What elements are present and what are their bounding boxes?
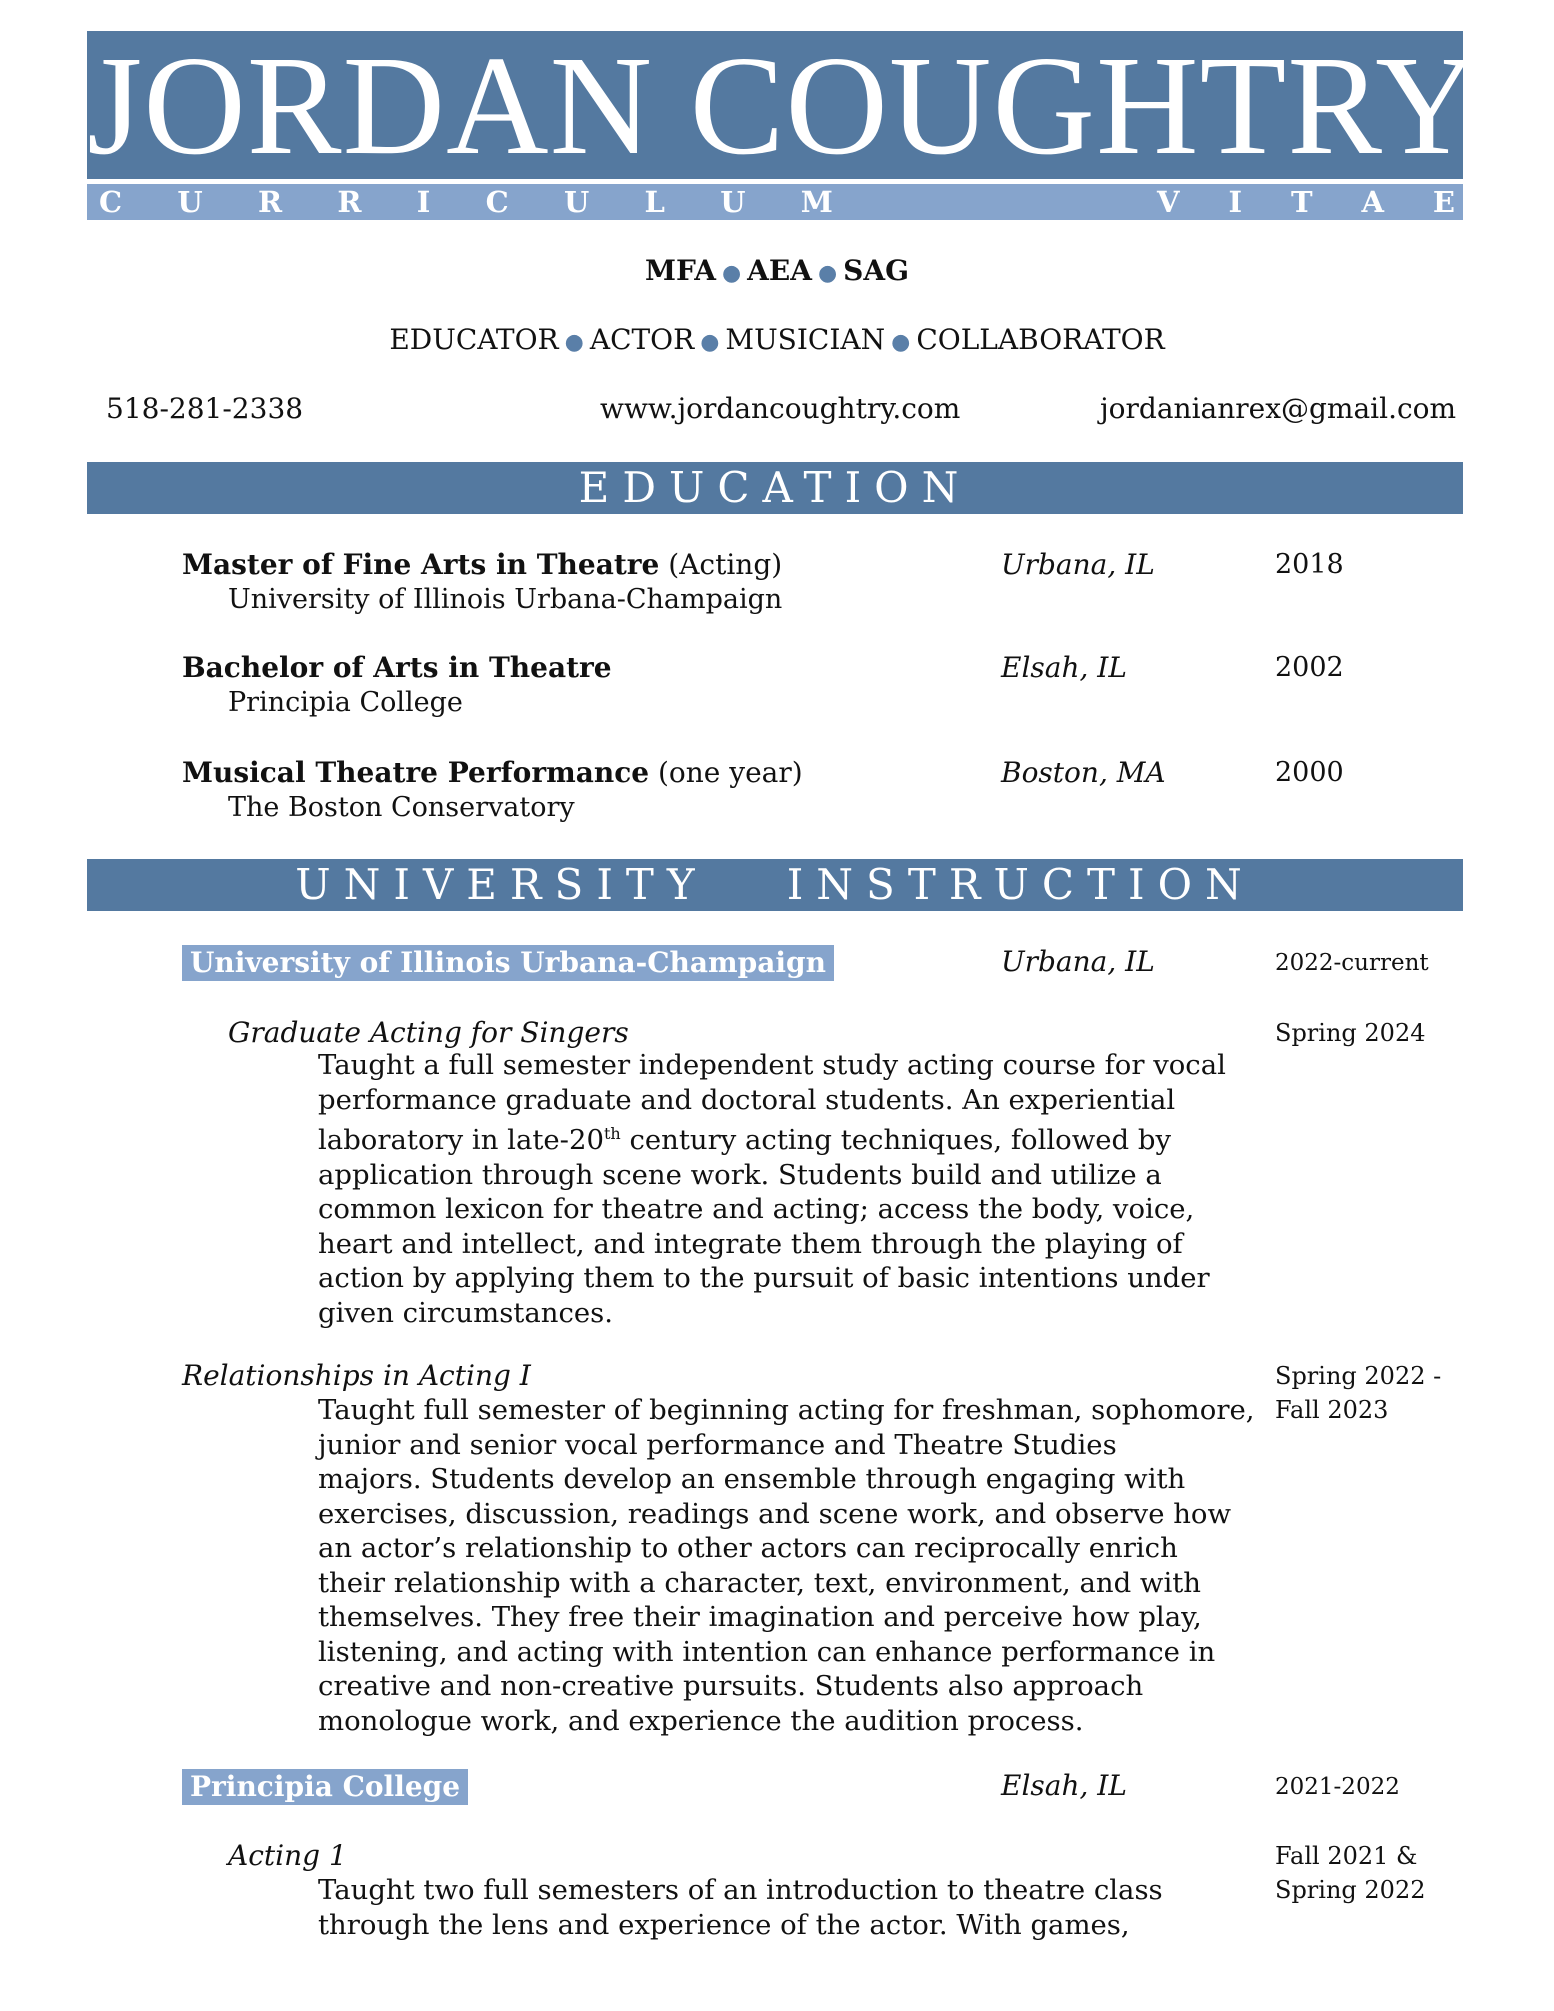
course-term: Spring 2024 xyxy=(1275,1019,1426,1047)
cv-letter: I xyxy=(416,185,431,219)
credential: SAG xyxy=(843,254,910,287)
cv-letter: L xyxy=(644,185,665,219)
degree-title: Musical Theatre Performance (one year) xyxy=(182,756,803,789)
institution-name: Principia College xyxy=(182,1769,468,1805)
roles-line xyxy=(0,323,1554,356)
candidate-name: JORDAN COUGHTRY xyxy=(87,26,1479,184)
degree-title: Bachelor of Arts in Theatre xyxy=(182,651,612,684)
bullet-dot-icon: ● xyxy=(891,330,911,355)
cv-letter: C xyxy=(485,185,509,219)
course-term: Fall 2021 & Spring 2022 xyxy=(1275,1842,1426,1904)
education-location: Elsah, IL xyxy=(1001,651,1127,684)
course-description: Taught full semester of beginning acting for freshman, sophomore, junior and senior vocal performance and Theatre Studies majors. Students develop an ensemble through engaging with exercises, discussion, readings and scene work, and observe how an actor’s relationship to other actors can reciprocally enrich their relationship with a character, text, environment, and with themselves. They free their imagination and perceive how play, listening, and acting with intention can enhance performance in creative and non-creative pursuits. Students also approach monologue work, and experience the audition process. xyxy=(318,1394,1255,1737)
course-description: Taught two full semesters of an introduction to theatre class through the lens and experience of the actor. With games, xyxy=(318,1874,1163,1941)
institution-location: Elsah, IL xyxy=(1001,1769,1127,1802)
institution-location: Urbana, IL xyxy=(1001,945,1155,978)
cv-letter: R xyxy=(257,185,283,219)
course-title: Acting 1 xyxy=(228,1839,347,1872)
education-heading: EDUCATION xyxy=(87,462,1463,514)
name-banner xyxy=(87,26,1479,184)
education-year: 2000 xyxy=(1275,757,1344,788)
education-location: Urbana, IL xyxy=(1001,548,1155,581)
vitae-letters xyxy=(1157,184,1455,220)
instruction-heading: UNIVERSITY INSTRUCTION xyxy=(87,859,1463,911)
education-year: 2018 xyxy=(1275,549,1344,580)
role: EDUCATOR xyxy=(389,323,559,356)
cv-letter: U xyxy=(177,185,203,219)
course-title: Graduate Acting for Singers xyxy=(228,1016,629,1049)
cv-letter: U xyxy=(720,185,746,219)
credential: MFA xyxy=(644,254,716,287)
cv-letter: U xyxy=(563,185,590,219)
bullet-dot-icon: ● xyxy=(700,330,720,355)
cv-letter: V xyxy=(1157,185,1180,219)
course-term: Spring 2022 - Fall 2023 xyxy=(1275,1362,1442,1424)
role: ACTOR xyxy=(589,323,695,356)
course-title: Relationships in Acting I xyxy=(182,1359,531,1392)
curriculum-letters xyxy=(99,184,833,220)
cv-letter: A xyxy=(1361,185,1384,219)
cv-letter: I xyxy=(1228,185,1243,219)
curriculum-vitae-bar xyxy=(87,184,1463,220)
bullet-dot-icon: ● xyxy=(564,330,584,355)
education-location: Boston, MA xyxy=(1001,756,1166,789)
course-description: Taught a full semester independent study acting course for vocal performance graduate and doctoral students. An experiential laboratory in late-20th century acting techniques, followed by application through scene work. Students build and utilize a common lexicon for theatre and acting; access the body, voice, heart and intellect, and integrate them through the playing of action by applying them to the pursuit of basic intentions under given circumstances. xyxy=(318,1049,1226,1329)
degree-title: Master of Fine Arts in Theatre (Acting) xyxy=(182,548,783,581)
role: COLLABORATOR xyxy=(916,323,1165,356)
bullet-dot-icon: ● xyxy=(817,260,838,286)
cv-letter: M xyxy=(800,185,833,219)
institution-name: University of Illinois Urbana-Champaign xyxy=(182,945,834,981)
cv-letter: C xyxy=(99,185,123,219)
institution-years: 2021-2022 xyxy=(1275,1774,1400,1800)
institution-years: 2022-current xyxy=(1275,950,1429,976)
cv-letter: E xyxy=(1432,185,1455,219)
role: MUSICIAN xyxy=(725,323,886,356)
school-name: Principia College xyxy=(228,687,463,718)
bullet-dot-icon: ● xyxy=(721,260,742,286)
cv-letter: T xyxy=(1290,185,1313,219)
school-name: The Boston Conservatory xyxy=(228,792,575,823)
school-name: University of Illinois Urbana-Champaign xyxy=(228,584,783,615)
education-year: 2002 xyxy=(1275,652,1344,683)
cv-letter: R xyxy=(337,185,362,219)
email-link[interactable]: jordanianrex@gmail.com xyxy=(1100,392,1457,425)
website-link[interactable]: www.jordancoughtry.com xyxy=(600,392,961,425)
phone-number: 518-281-2338 xyxy=(106,392,304,425)
credentials-line xyxy=(0,254,1554,287)
credential: AEA xyxy=(747,254,812,287)
